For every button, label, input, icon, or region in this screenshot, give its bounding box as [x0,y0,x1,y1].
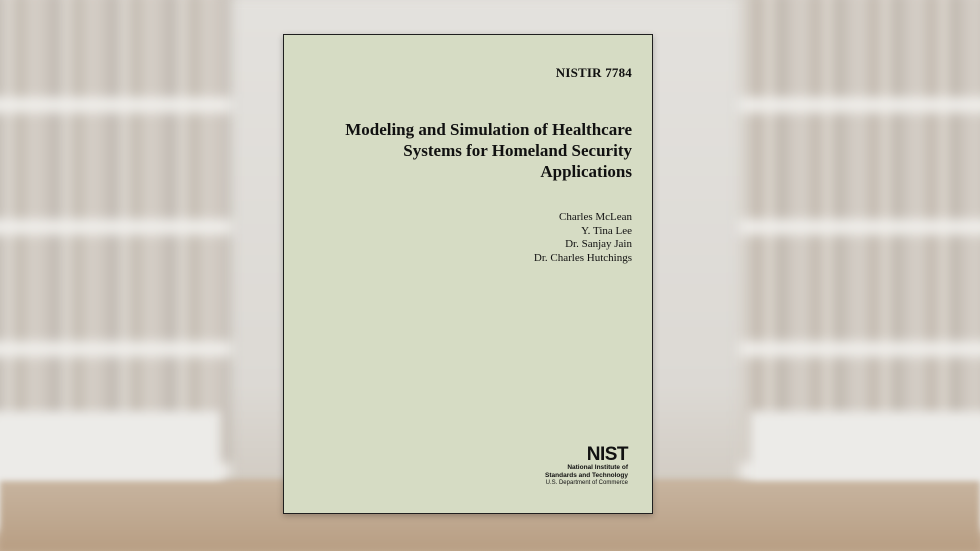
publisher-name-line1: National Institute of [567,464,628,471]
author-name: Dr. Sanjay Jain [565,238,632,250]
author-name: Y. Tina Lee [581,224,632,237]
title-line: Modeling and Simulation of Healthcare [345,120,632,139]
title-line: Systems for Homeland Security [403,141,632,160]
publisher-name-line2: Standards and Technology [545,471,628,479]
title-line: Applications [540,162,632,181]
publisher-department: U.S. Department of Commerce [545,480,628,486]
report-number: NISTIR 7784 [555,65,632,80]
publisher-block [528,446,628,487]
report-cover [283,34,653,514]
author-name: Dr. Charles Hutchings [533,251,632,264]
nist-logo: NIST [586,444,628,465]
author-list [534,211,632,265]
report-title [302,119,632,182]
author-name: Charles McLean [559,211,632,223]
